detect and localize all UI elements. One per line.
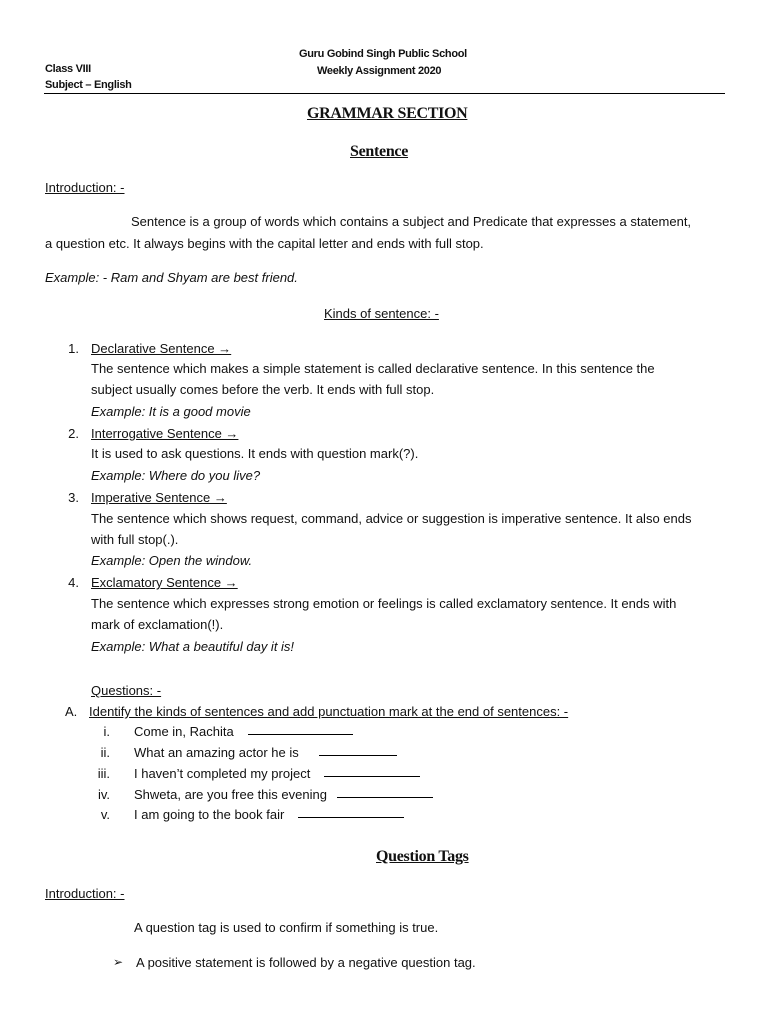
roman-number: v. xyxy=(100,807,110,822)
answer-blank[interactable] xyxy=(324,775,420,777)
class-label: Class VIII xyxy=(45,63,91,75)
kind-example: Example: It is a good movie xyxy=(91,404,251,419)
qt-bullet-text: A positive statement is followed by a negative question tag. xyxy=(136,955,476,970)
school-name: Guru Gobind Singh Public School xyxy=(299,48,467,60)
question-item xyxy=(134,745,397,760)
question-a-text: Identify the kinds of sentences and add punctuation mark at the end of sentences: - xyxy=(89,704,569,719)
roman-number: iv. xyxy=(97,787,110,802)
list-number: 4. xyxy=(68,575,79,590)
kind-desc: with full stop(.). xyxy=(91,532,179,547)
list-number: 2. xyxy=(68,426,79,441)
question-text: What an amazing actor he is xyxy=(134,745,299,760)
kind-title: Imperative Sentence → xyxy=(91,490,227,505)
sentence-heading: Sentence xyxy=(350,143,409,160)
question-text: Come in, Rachita xyxy=(134,724,234,739)
list-number: 1. xyxy=(68,341,79,356)
intro-example: Example: - Ram and Shyam are best friend. xyxy=(45,270,298,285)
kind-title: Interrogative Sentence → xyxy=(91,426,239,441)
roman-number: i. xyxy=(103,724,110,739)
assignment-title: Weekly Assignment 2020 xyxy=(317,65,442,77)
qt-intro-label: Introduction: - xyxy=(45,886,125,901)
kind-desc: The sentence which expresses strong emotion or feelings is called exclamatory sentence. It ends with xyxy=(91,596,677,611)
kind-example: Example: What a beautiful day it is! xyxy=(91,639,295,654)
question-text: I haven’t completed my project xyxy=(134,766,311,781)
kind-title: Declarative Sentence → xyxy=(91,341,232,356)
questions-label: Questions: - xyxy=(91,683,162,698)
question-item xyxy=(134,766,420,781)
kind-desc: subject usually comes before the verb. It ends with full stop. xyxy=(91,382,435,397)
question-tags-heading: Question Tags xyxy=(376,848,469,865)
intro-line-2: a question etc. It always begins with the capital letter and ends with full stop. xyxy=(45,236,484,251)
kind-desc: It is used to ask questions. It ends with question mark(?). xyxy=(91,446,419,461)
kinds-label: Kinds of sentence: - xyxy=(324,306,439,321)
answer-blank[interactable] xyxy=(319,754,397,756)
kind-desc: mark of exclamation(!). xyxy=(91,617,224,632)
grammar-heading: GRAMMAR SECTION xyxy=(307,105,468,122)
header-divider xyxy=(44,93,725,94)
question-text: Shweta, are you free this evening xyxy=(134,787,327,802)
answer-blank[interactable] xyxy=(248,733,353,735)
intro-line-1: Sentence is a group of words which contains a subject and Predicate that expresses a statement, xyxy=(131,214,692,229)
arrow-bullet-icon: ➢ xyxy=(113,955,124,969)
question-text: I am going to the book fair xyxy=(134,807,285,822)
roman-number: iii. xyxy=(97,766,110,781)
kind-desc: The sentence which shows request, command, advice or suggestion is imperative sentence. It also ends xyxy=(91,511,692,526)
roman-number: ii. xyxy=(100,745,110,760)
kind-example: Example: Open the window. xyxy=(91,553,253,568)
qt-intro-text: A question tag is used to confirm if something is true. xyxy=(134,920,439,935)
list-number: 3. xyxy=(68,490,79,505)
kind-desc: The sentence which makes a simple statement is called declarative sentence. In this sentence the xyxy=(91,361,655,376)
subject-label: Subject – English xyxy=(45,79,132,91)
question-item xyxy=(134,787,433,802)
question-item xyxy=(134,724,353,739)
question-a-letter: A. xyxy=(65,704,78,719)
kind-example: Example: Where do you live? xyxy=(91,468,261,483)
question-item xyxy=(134,807,404,822)
answer-blank[interactable] xyxy=(298,816,404,818)
kind-title: Exclamatory Sentence → xyxy=(91,575,238,590)
intro-label: Introduction: - xyxy=(45,180,125,195)
answer-blank[interactable] xyxy=(337,796,433,798)
